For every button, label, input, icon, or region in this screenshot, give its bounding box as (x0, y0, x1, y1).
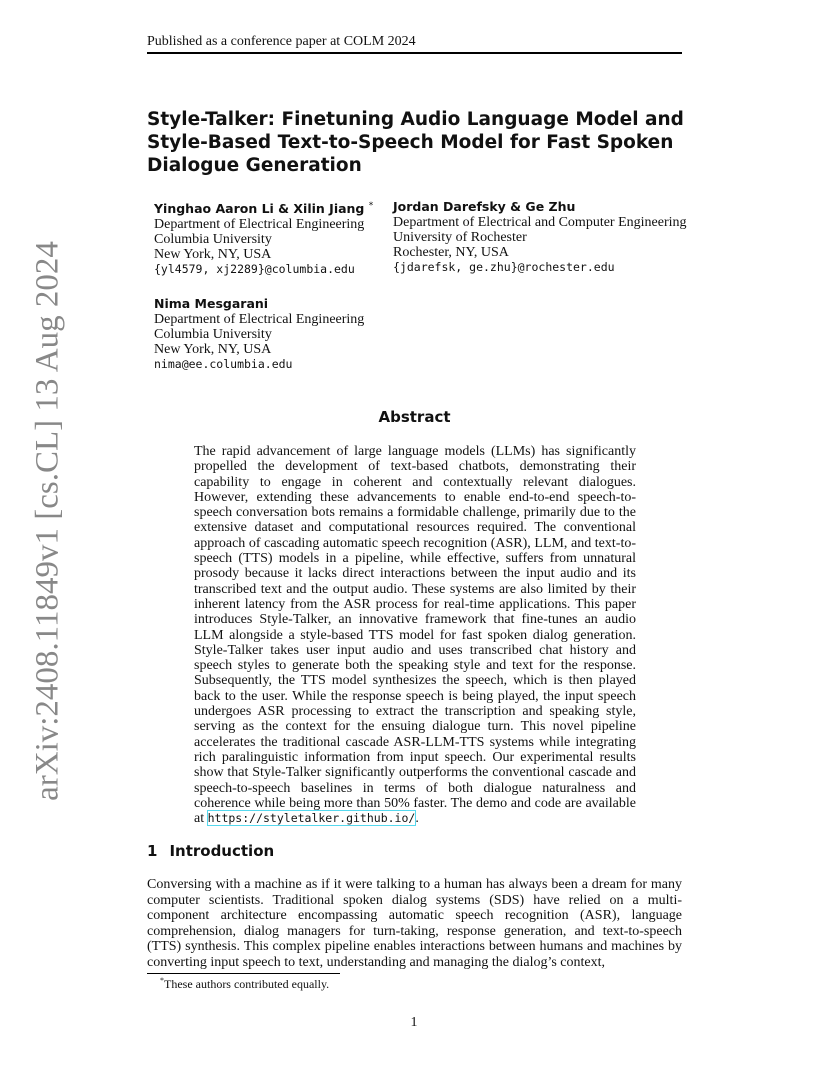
page-number: 1 (410, 1015, 418, 1030)
section-title: Introduction (169, 842, 275, 860)
paper-title: Style-Talker: Finetuning Audio Language Model and Style-Based Text-to-Speech Model for Fast Spoken Dialogue Generation (147, 109, 684, 176)
author-department: Department of Electrical and Computer Engineering (393, 215, 687, 230)
author-names: Nima Mesgarani (154, 296, 269, 311)
author-names: Jordan Darefsky & Ge Zhu (393, 199, 576, 214)
demo-link[interactable]: https://styletalker.github.io/ (207, 811, 416, 826)
author-email: nima@ee.columbia.edu (154, 357, 293, 371)
footnote-text: These authors contributed equally. (164, 977, 330, 991)
arxiv-side-stamp: arXiv:2408.11849v1 [cs.CL] 13 Aug 2024 (29, 241, 66, 801)
author-location: Rochester, NY, USA (393, 245, 509, 260)
author-location: New York, NY, USA (154, 247, 272, 263)
author-location: New York, NY, USA (154, 342, 272, 357)
author-department: Department of Electrical Engineering (154, 312, 365, 327)
abstract-body (194, 444, 636, 826)
section-number: 1 (147, 842, 158, 860)
author-names: Yinghao Aaron Li & Xilin Jiang * (154, 201, 374, 217)
footnote-mark: * (160, 976, 164, 985)
section-heading (147, 842, 274, 860)
author-institution: University of Rochester (393, 230, 527, 245)
running-header: Published as a conference paper at COLM 2024 (147, 34, 416, 49)
author-email: {yl4579, xj2289}@columbia.edu (154, 262, 355, 277)
abstract-text: The rapid advancement of large language models (LLMs) has significantly propelled the development of text-based chatbots, demonstrating their capability to engage in coherent and contextually relevant dialogues. However, extending these advancements to enable end-to-end speech-to-speech conversation bots remains a formidable challenge, primarily due to the extensive dataset and computational resources required. The conventional approach of cascading automatic speech recognition (ASR), LLM, and text-to-speech (TTS) models in a pipeline, while effective, suffers from unnatural prosody because it lacks direct interactions between the input audio and its transcribed text and the output audio. These systems are also limited by their inherent latency from the ASR process for real-time applications. This paper introduces Style-Talker, an innovative framework that fine-tunes an audio LLM alongside a style-based TTS model for fast spoken dialog generation. Style-Talker takes user input audio and uses transcribed chat history and speech styles to generate both the speaking style and text for the response. Subsequently, the TTS model synthesizes the speech, which is then played back to the user. While the response speech is being played, the input speech undergoes ASR processing to extract the transcription and speaking style, serving as the context for the ensuing dialogue turn. This novel pipeline accelerates the traditional cascade ASR-LLM-TTS systems while integrating rich paralinguistic information from input speech. Our experimental results show that Style-Talker significantly outperforms the conventional cascade and speech-to-speech baselines in terms of both dialogue naturalness and coherence while being more than 50% faster. The demo and code are available at (194, 444, 636, 827)
author-email: {jdarefsk, ge.zhu}@rochester.edu (393, 260, 615, 274)
footnote-rule (147, 973, 340, 974)
introduction-paragraph: Conversing with a machine as if it were talking to a human has always been a dream for many computer scientists. Traditional spoken dialog systems (SDS) have relied on a multi-component architecture encompassing automatic speech recognition (ASR), language comprehension, dialog managers for turn-taking, response generation, and text-to-speech (TTS) synthesis. This complex pipeline enables interactions between humans and machines by converting input speech to text, understanding and managing the dialog’s context, (147, 877, 682, 970)
author-block-2 (393, 199, 687, 275)
author-block-3 (154, 296, 364, 372)
footnote (160, 976, 329, 992)
author-block-1 (154, 199, 373, 277)
author-footnote-mark: * (368, 201, 374, 211)
abstract-end: . (415, 811, 419, 827)
abstract-heading: Abstract (378, 408, 451, 426)
author-institution: Columbia University (154, 327, 272, 342)
author-department: Department of Electrical Engineering (154, 217, 365, 233)
author-institution: Columbia University (154, 232, 272, 248)
header-rule (147, 52, 682, 54)
